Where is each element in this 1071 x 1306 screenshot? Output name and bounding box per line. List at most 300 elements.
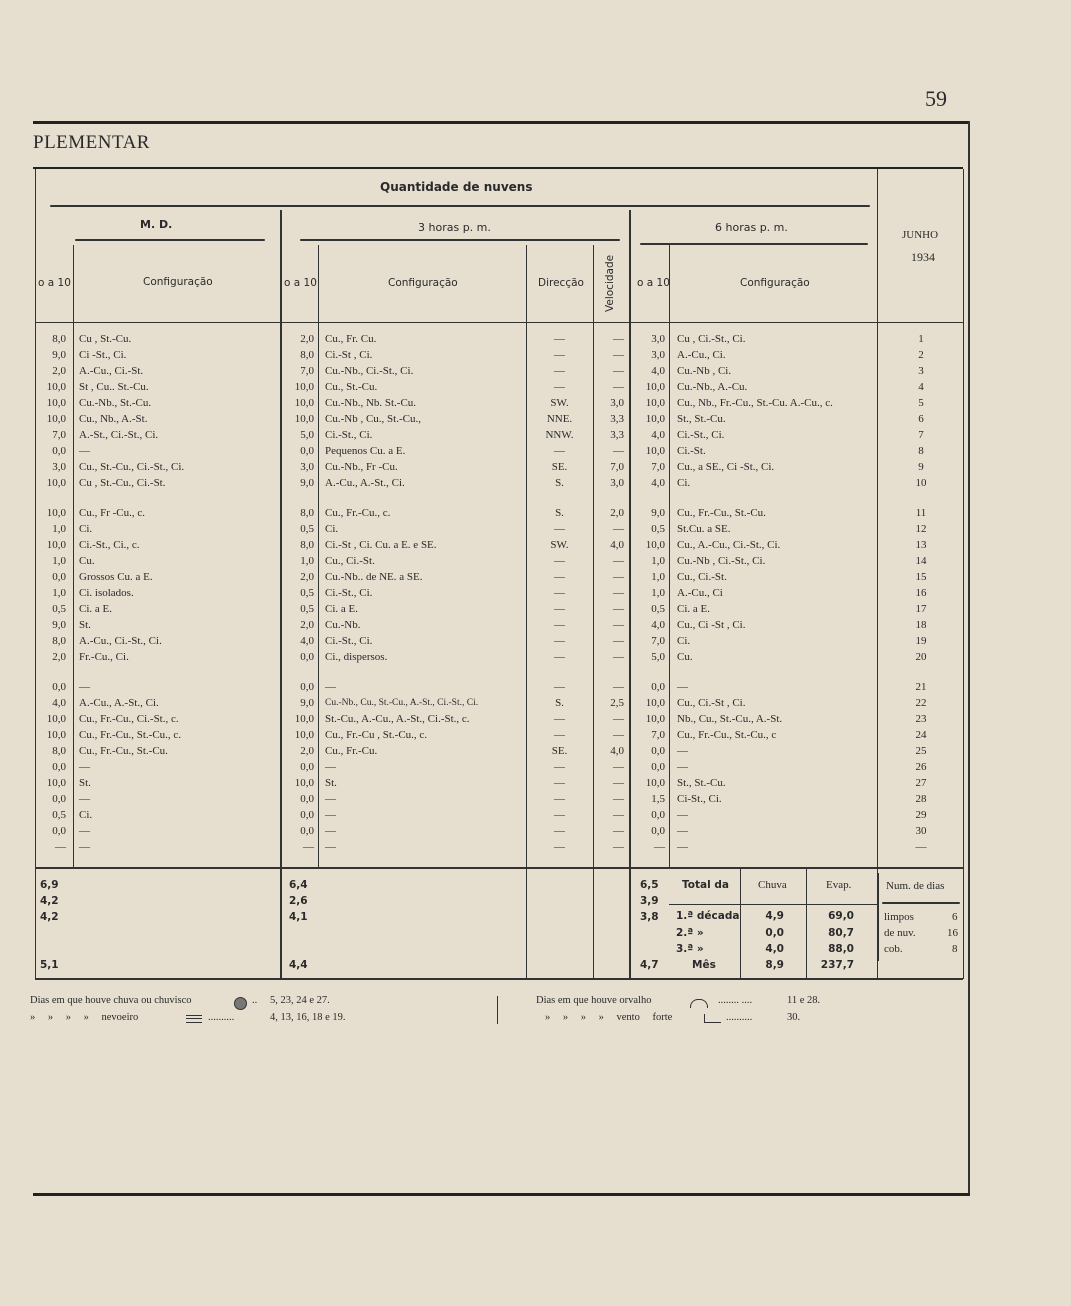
md-config: Ci.	[79, 523, 93, 535]
md-quantity: 0,0	[52, 825, 66, 837]
h6-config: Ci.	[677, 635, 691, 647]
h6-quantity: 0,0	[651, 809, 665, 821]
wind-velocity: 3,3	[610, 429, 624, 441]
day-number: 6	[918, 413, 924, 425]
wind-direction: —	[554, 445, 565, 457]
day-number: 9	[918, 461, 924, 473]
h6-quantity: 10,0	[645, 445, 665, 457]
period-evap: 69,0	[828, 910, 854, 922]
h3-config: —	[325, 825, 336, 837]
h6-config: St.Cu. a SE.	[677, 523, 731, 535]
md-summary-value: 4,2	[40, 895, 59, 907]
day-number: 4	[918, 381, 924, 393]
period-chuva: 4,0	[765, 943, 784, 955]
wind-velocity: —	[613, 365, 624, 377]
period-label: 2.ª »	[676, 927, 704, 939]
md-config: Cu., Nb., A.-St.	[79, 413, 148, 425]
md-summary-value: 5,1	[40, 959, 59, 971]
rain-icon	[234, 997, 247, 1010]
divider-h6-day	[877, 169, 878, 979]
h3-config: St.	[325, 777, 337, 789]
period-evap: 88,0	[828, 943, 854, 955]
md-config: Cu., Fr -Cu., c.	[79, 507, 145, 519]
h6-flourish	[640, 243, 868, 245]
md-quantity: 10,0	[46, 381, 66, 393]
wind-direction: —	[554, 635, 565, 647]
day-number: 13	[915, 539, 927, 551]
md-summary-value: 4,2	[40, 911, 59, 923]
h6-config: St., St.-Cu.	[677, 777, 726, 789]
md-config: Cu.-Nb., St.-Cu.	[79, 397, 152, 409]
h3-quantity: 10,0	[294, 777, 314, 789]
h6-config: —	[677, 681, 688, 693]
wind-direction: —	[554, 651, 565, 663]
h3-quantity: 10,0	[294, 713, 314, 725]
main-heading: Quantidade de nuvens	[380, 180, 533, 194]
day-number: 3	[918, 365, 924, 377]
day-number: 30	[915, 825, 927, 837]
wind-direction: —	[554, 825, 565, 837]
h6-quantity: 10,0	[645, 713, 665, 725]
md-quantity: 0,0	[52, 761, 66, 773]
divider-md-q	[73, 245, 74, 867]
wind-direction: —	[554, 809, 565, 821]
h3-quantity: 8,0	[300, 539, 314, 551]
wind-direction: S.	[555, 477, 564, 489]
h3-config: Cu.-Nb , Cu., St.-Cu.,	[325, 413, 421, 425]
h3-config: —	[325, 841, 336, 853]
wind-velocity: 2,0	[610, 507, 624, 519]
h6-quantity: 4,0	[651, 429, 665, 441]
day-number: 5	[918, 397, 924, 409]
md-quantity: 9,0	[52, 349, 66, 361]
num-dias-label: Num. de dias	[886, 880, 945, 892]
h6-quantity: 1,0	[651, 587, 665, 599]
md-config: Ci.	[79, 809, 93, 821]
wind-direction: —	[554, 333, 565, 345]
h3-flourish	[300, 239, 620, 241]
h3-config: Ci.-St., Ci.	[325, 429, 373, 441]
h6-config: Ci. a E.	[677, 603, 710, 615]
md-quantity: 7,0	[52, 429, 66, 441]
md-config: Cu.	[79, 555, 95, 567]
h6-config: Cu., Ci.-St , Ci.	[677, 697, 746, 709]
h6-config-header: Configuração	[740, 277, 810, 289]
footer-vento-dots: ..........	[726, 1012, 753, 1023]
md-config: A.-Cu., A.-St., Ci.	[79, 697, 159, 709]
h3-config: Ci.-St , Ci.	[325, 349, 373, 361]
wind-direction: SW.	[550, 397, 569, 409]
h3-config: Cu.-Nb., Cu., St.-Cu., A.-St., Ci.-St., Ci.	[325, 698, 479, 708]
wind-direction: SE.	[551, 461, 568, 473]
footer-chuva-dots: ..	[252, 995, 258, 1006]
h3-config: Cu., Fr.-Cu.	[325, 745, 378, 757]
wind-direction: —	[554, 713, 565, 725]
summary-div-1	[740, 869, 741, 978]
evap-header: Evap.	[826, 879, 852, 891]
md-quantity: 8,0	[52, 745, 66, 757]
h6-config: Nb., Cu., St.-Cu., A.-St.	[677, 713, 783, 725]
md-quantity: 1,0	[52, 587, 66, 599]
period-chuva: 0,0	[765, 927, 784, 939]
h6-config: —	[677, 745, 688, 757]
h6-summary-value: 3,8	[640, 911, 659, 923]
wind-direction: —	[554, 365, 565, 377]
cob-value: 8	[952, 943, 958, 955]
md-config: Ci. a E.	[79, 603, 112, 615]
day-number: 27	[915, 777, 927, 789]
wind-velocity: —	[613, 825, 624, 837]
period-evap: 237,7	[820, 959, 854, 971]
direccao-header: Direcção	[538, 277, 584, 289]
h3-config: St.-Cu., A.-Cu., A.-St., Ci.-St., c.	[325, 713, 470, 725]
h6-config: Cu.-Nb., A.-Cu.	[677, 381, 748, 393]
md-config: —	[79, 761, 90, 773]
day-number: 8	[918, 445, 924, 457]
wind-velocity: —	[613, 841, 624, 853]
md-quantity: 10,0	[46, 397, 66, 409]
md-quantity: 2,0	[52, 651, 66, 663]
wind-velocity: —	[613, 333, 624, 345]
period-chuva: 4,9	[765, 910, 784, 922]
wind-velocity: —	[613, 603, 624, 615]
day-number: 23	[915, 713, 927, 725]
md-config: A.-Cu., Ci.-St., Ci.	[79, 635, 162, 647]
divider-h6-q	[669, 245, 670, 867]
h3-scale-header: o a 10	[284, 277, 317, 289]
h3-config: Ci., dispersos.	[325, 651, 388, 663]
h3-quantity: 10,0	[294, 413, 314, 425]
frame-right	[963, 169, 964, 979]
md-quantity: 1,0	[52, 555, 66, 567]
h3-quantity: 2,0	[300, 745, 314, 757]
velocidade-header: Velocidade	[604, 254, 616, 312]
h3-config: Ci.	[325, 523, 339, 535]
year-label: 1934	[911, 250, 935, 264]
h3-quantity: 7,0	[300, 365, 314, 377]
wind-direction: —	[554, 603, 565, 615]
h3-quantity: 5,0	[300, 429, 314, 441]
day-number: 2	[918, 349, 924, 361]
h6-config: —	[677, 841, 688, 853]
md-quantity: 10,0	[46, 477, 66, 489]
h6-quantity: 1,0	[651, 555, 665, 567]
h6-config: Cu.-Nb , Ci.-St., Ci.	[677, 555, 766, 567]
wind-velocity: 7,0	[610, 461, 624, 473]
wind-velocity: 2,5	[610, 697, 624, 709]
h6-quantity: 0,0	[651, 825, 665, 837]
h6-quantity: 7,0	[651, 635, 665, 647]
wind-direction: —	[554, 381, 565, 393]
md-quantity: 4,0	[52, 697, 66, 709]
md-quantity: 0,0	[52, 445, 66, 457]
summary-bottom-rule	[35, 978, 963, 980]
h3-quantity: 2,0	[300, 333, 314, 345]
h3-quantity: 1,0	[300, 555, 314, 567]
h6-quantity: 0,5	[651, 603, 665, 615]
md-config: Cu , St.-Cu., Ci.-St.	[79, 477, 166, 489]
nuv-label: de nuv.	[884, 927, 916, 939]
h6-quantity: 0,5	[651, 523, 665, 535]
h6-config: —	[677, 761, 688, 773]
wind-velocity: —	[613, 681, 624, 693]
h6-config: Ci.-St., Ci.	[677, 429, 725, 441]
day-number: 17	[915, 603, 927, 615]
h3-config: Ci. a E.	[325, 603, 358, 615]
md-config: —	[79, 793, 90, 805]
h6-header: 6 horas p. m.	[715, 221, 788, 234]
md-quantity: 10,0	[46, 539, 66, 551]
h3-config: —	[325, 809, 336, 821]
wind-velocity: 4,0	[610, 539, 624, 551]
h3-config: Cu.-Nb.. de NE. a SE.	[325, 571, 423, 583]
md-config: St , Cu.. St.-Cu.	[79, 381, 149, 393]
md-quantity: 3,0	[52, 461, 66, 473]
wind-velocity: —	[613, 555, 624, 567]
h6-summary-value: 6,5	[640, 879, 659, 891]
md-config-header: Configuração	[143, 276, 213, 288]
h6-config: Cu., Nb., Fr.-Cu., St.-Cu. A.-Cu., c.	[677, 397, 833, 409]
h6-config: Cu.-Nb , Ci.	[677, 365, 732, 377]
h3-quantity: 0,5	[300, 587, 314, 599]
h3-config: Cu.-Nb.	[325, 619, 361, 631]
wind-velocity: 3,0	[610, 397, 624, 409]
h6-quantity: —	[654, 841, 665, 853]
table-top-rule	[33, 167, 963, 169]
h6-quantity: 10,0	[645, 381, 665, 393]
footer-divider	[497, 996, 498, 1024]
wind-direction: —	[554, 793, 565, 805]
md-quantity: 8,0	[52, 333, 66, 345]
h6-config: Cu., a SE., Ci -St., Ci.	[677, 461, 775, 473]
md-config: Cu., Fr.-Cu., Ci.-St., c.	[79, 713, 179, 725]
md-config: A.-St., Ci.-St., Ci.	[79, 429, 159, 441]
h6-quantity: 3,0	[651, 333, 665, 345]
md-quantity: 0,5	[52, 809, 66, 821]
wind-velocity: —	[613, 761, 624, 773]
md-quantity: 9,0	[52, 619, 66, 631]
h6-quantity: 4,0	[651, 365, 665, 377]
md-quantity: 10,0	[46, 777, 66, 789]
footer-chuva-label: Dias em que houve chuva ou chuvisco	[30, 995, 192, 1006]
h6-config: A.-Cu., Ci	[677, 587, 723, 599]
h6-config: Ci.	[677, 477, 691, 489]
h6-quantity: 10,0	[645, 397, 665, 409]
h3-quantity: 0,0	[300, 761, 314, 773]
day-number: 1	[918, 333, 924, 345]
h3-config: Cu., Fr.-Cu., c.	[325, 507, 391, 519]
day-number: 10	[915, 477, 927, 489]
h3-quantity: 9,0	[300, 477, 314, 489]
h6-config: —	[677, 825, 688, 837]
wind-velocity: —	[613, 651, 624, 663]
md-quantity: 8,0	[52, 635, 66, 647]
wind-direction: S.	[555, 507, 564, 519]
h3-summary-value: 4,1	[289, 911, 308, 923]
h6-quantity: 5,0	[651, 651, 665, 663]
footer-orvalho-dots: ........ ....	[718, 995, 753, 1006]
cob-label: cob.	[884, 943, 903, 955]
wind-velocity: 3,0	[610, 477, 624, 489]
fog-icon	[186, 1015, 202, 1023]
md-config: St.	[79, 777, 91, 789]
h6-config: Cu., Ci.-St.	[677, 571, 727, 583]
md-config: —	[79, 681, 90, 693]
day-number: —	[915, 841, 927, 853]
wind-velocity: —	[613, 793, 624, 805]
page-title: PLEMENTAR	[33, 132, 150, 153]
wind-direction: —	[554, 587, 565, 599]
md-config: Fr.-Cu., Ci.	[79, 651, 129, 663]
wind-direction: —	[554, 777, 565, 789]
h6-config: Cu.	[677, 651, 693, 663]
period-label: 1.ª década	[676, 910, 740, 922]
h6-quantity: 0,0	[651, 761, 665, 773]
h6-config: Cu., Fr.-Cu., St.-Cu., c	[677, 729, 777, 741]
wind-velocity: —	[613, 635, 624, 647]
wind-velocity: —	[613, 713, 624, 725]
footer-chuva-days: 5, 23, 24 e 27.	[270, 995, 330, 1006]
wind-velocity: —	[613, 523, 624, 535]
wind-velocity: —	[613, 571, 624, 583]
h6-quantity: 4,0	[651, 619, 665, 631]
footer-vento-label: » » » » vento forte	[545, 1012, 673, 1023]
h3-config: Cu., Fr. Cu.	[325, 333, 377, 345]
h3-quantity: 3,0	[300, 461, 314, 473]
md-config: Cu., St.-Cu., Ci.-St., Ci.	[79, 461, 185, 473]
period-evap: 80,7	[828, 927, 854, 939]
day-number: 15	[915, 571, 927, 583]
h3-config: Ci.-St., Ci.	[325, 587, 373, 599]
md-config: A.-Cu., Ci.-St.	[79, 365, 144, 377]
h6-config: Cu., A.-Cu., Ci.-St., Ci.	[677, 539, 781, 551]
limpos-value: 6	[952, 911, 958, 923]
day-number: 18	[915, 619, 927, 631]
h6-quantity: 10,0	[645, 539, 665, 551]
wind-direction: SW.	[550, 539, 569, 551]
num-dias-box-left	[878, 873, 879, 961]
h6-quantity: 3,0	[651, 349, 665, 361]
month-label: JUNHO	[902, 229, 939, 241]
h3-config: Cu., St.-Cu.	[325, 381, 378, 393]
wind-direction: NNW.	[545, 429, 574, 441]
h6-summary-value: 3,9	[640, 895, 659, 907]
h3-config: Pequenos Cu. a E.	[325, 445, 406, 457]
outer-right	[968, 121, 970, 1196]
h3-quantity: —	[303, 841, 314, 853]
h6-quantity: 10,0	[645, 777, 665, 789]
wind-direction: —	[554, 571, 565, 583]
md-quantity: —	[55, 841, 66, 853]
day-number: 19	[915, 635, 927, 647]
wind-direction: SE.	[551, 745, 568, 757]
md-config: Grossos Cu. a E.	[79, 571, 153, 583]
day-number: 28	[915, 793, 927, 805]
h6-config: Cu., Fr.-Cu., St.-Cu.	[677, 507, 766, 519]
h3-quantity: 8,0	[300, 507, 314, 519]
h6-scale-header: o a 10	[637, 277, 670, 289]
footer-nevoeiro-dots: ..........	[208, 1012, 235, 1023]
strong-wind-icon	[704, 1014, 721, 1023]
h6-quantity: 0,0	[651, 745, 665, 757]
md-quantity: 0,5	[52, 603, 66, 615]
h6-quantity: 4,0	[651, 477, 665, 489]
day-number: 14	[915, 555, 927, 567]
chuva-header: Chuva	[758, 879, 787, 891]
wind-direction: —	[554, 729, 565, 741]
main-heading-flourish	[50, 205, 870, 207]
h3-quantity: 0,0	[300, 793, 314, 805]
wind-velocity: —	[613, 619, 624, 631]
h6-quantity: 7,0	[651, 461, 665, 473]
h3-config: Ci.-St , Ci. Cu. a E. e SE.	[325, 539, 437, 551]
day-number: 26	[915, 761, 927, 773]
footer-nevoeiro-label: » » » » nevoeiro	[30, 1012, 139, 1023]
wind-velocity: 3,3	[610, 413, 624, 425]
total-da-label: Total da	[682, 879, 729, 891]
bottom-rule	[33, 1193, 970, 1196]
period-label: 3.ª »	[676, 943, 704, 955]
wind-direction: S.	[555, 697, 564, 709]
dew-icon	[690, 999, 708, 1008]
wind-direction: —	[554, 523, 565, 535]
h3-quantity: 0,0	[300, 651, 314, 663]
divider-h3-q	[318, 245, 319, 867]
day-number: 12	[915, 523, 927, 535]
footer-nevoeiro-days: 4, 13, 16, 18 e 19.	[270, 1012, 346, 1023]
h3-quantity: 4,0	[300, 635, 314, 647]
md-config: Cu , St.-Cu.	[79, 333, 132, 345]
period-chuva: 8,9	[765, 959, 784, 971]
h6-quantity: 10,0	[645, 697, 665, 709]
day-number: 11	[915, 507, 927, 519]
h6-config: Ci-St., Ci.	[677, 793, 722, 805]
h3-config: —	[325, 681, 336, 693]
h3-quantity: 10,0	[294, 397, 314, 409]
h3-quantity: 0,5	[300, 523, 314, 535]
h6-quantity: 9,0	[651, 507, 665, 519]
footer-orvalho-label: Dias em que houve orvalho	[536, 995, 652, 1006]
h3-quantity: 10,0	[294, 381, 314, 393]
day-number: 20	[915, 651, 927, 663]
page-number: 59	[925, 86, 947, 111]
wind-velocity: —	[613, 349, 624, 361]
md-config: —	[79, 445, 90, 457]
nuv-value: 16	[947, 927, 958, 939]
day-number: 24	[915, 729, 927, 741]
h6-quantity: 0,0	[651, 681, 665, 693]
day-number: 29	[915, 809, 927, 821]
h3-config: Cu.-Nb., Nb. St.-Cu.	[325, 397, 417, 409]
wind-direction: NNE.	[546, 413, 573, 425]
h6-config: Ci.-St.	[677, 445, 706, 457]
h6-quantity: 1,5	[651, 793, 665, 805]
wind-direction: —	[554, 619, 565, 631]
limpos-label: limpos	[884, 911, 914, 923]
h3-quantity: 0,0	[300, 681, 314, 693]
fog-icon-mid	[186, 1018, 202, 1019]
md-quantity: 0,0	[52, 681, 66, 693]
num-dias-flourish	[882, 902, 960, 904]
footer-orvalho-days: 11 e 28.	[787, 995, 821, 1006]
h6-quantity: 7,0	[651, 729, 665, 741]
h3-summary-value: 4,4	[289, 959, 308, 971]
h6-config: Cu., Ci -St , Ci.	[677, 619, 746, 631]
h3-config: Cu.-Nb., Ci.-St., Ci.	[325, 365, 414, 377]
day-number: 7	[918, 429, 924, 441]
h3-quantity: 2,0	[300, 619, 314, 631]
h3-quantity: 2,0	[300, 571, 314, 583]
